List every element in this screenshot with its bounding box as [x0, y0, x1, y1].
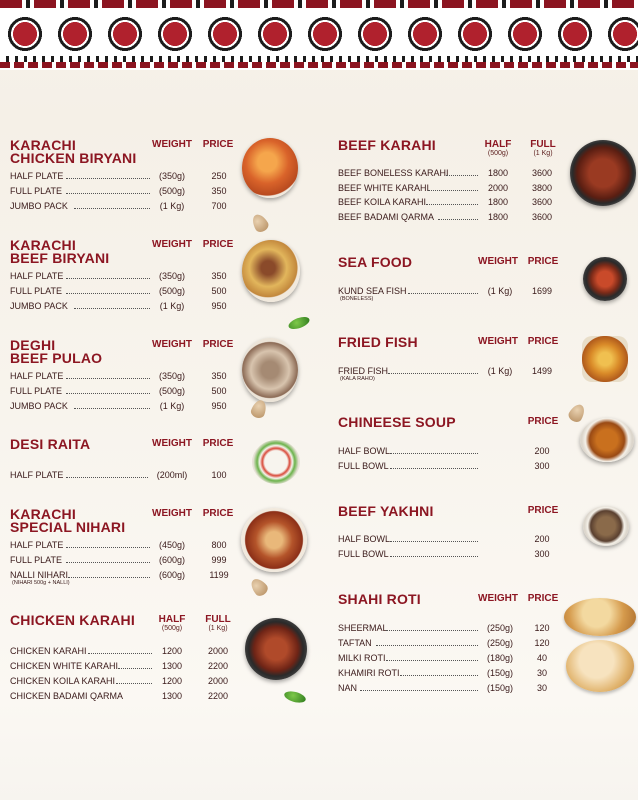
- menu-row: [10, 185, 250, 197]
- item-weight: (250g): [486, 623, 513, 633]
- menu-row: [10, 370, 250, 382]
- col-price-header: PRICE: [202, 508, 234, 519]
- item-label: HALF PLATE: [10, 470, 64, 480]
- soup-image: [580, 418, 634, 462]
- dot-leader: [66, 193, 150, 194]
- item-price: 700: [211, 201, 227, 211]
- item-price: 350: [211, 271, 227, 281]
- item-label: CHICKEN KARAHI: [10, 646, 87, 656]
- item-weight: (200ml): [156, 470, 188, 480]
- col-full-label: FULL: [530, 139, 556, 150]
- dot-leader: [408, 293, 478, 294]
- item-weight: (180g): [486, 653, 513, 663]
- item-weight: (250g): [486, 638, 513, 648]
- dot-leader: [118, 668, 152, 669]
- item-weight: (500g): [158, 386, 185, 396]
- raita-image: [252, 440, 300, 484]
- col-price-header: PRICE: [527, 416, 559, 427]
- item-label: HALF PLATE: [10, 271, 64, 281]
- item-label: BEEF KOILA KARAHI: [338, 197, 427, 207]
- col-weight-header: WEIGHT: [152, 508, 192, 519]
- dot-leader: [390, 541, 478, 542]
- green-chili-icon: [283, 689, 307, 704]
- item-label: HALF PLATE: [10, 171, 64, 181]
- item-label: NAN: [338, 683, 358, 693]
- item-label: HALF BOWL: [338, 534, 391, 544]
- item-price: 300: [534, 461, 550, 471]
- item-full-price: 2000: [207, 676, 229, 686]
- menu-row: [338, 652, 568, 664]
- menu-row: [338, 182, 568, 194]
- menu-row: [338, 196, 568, 208]
- item-label: KHAMIRI ROTI: [338, 668, 400, 678]
- item-label: BEEF BONELESS KARAHI: [338, 168, 449, 178]
- menu-row: [10, 170, 250, 182]
- item-price: 200: [534, 446, 550, 456]
- menu-row: [10, 645, 250, 657]
- dot-leader: [74, 208, 150, 209]
- item-label: HALF BOWL: [338, 446, 391, 456]
- item-note: (KALA RAHO): [340, 376, 375, 382]
- col-price-header: PRICE: [202, 339, 234, 350]
- dot-leader: [390, 556, 478, 557]
- item-label: HALF PLATE: [10, 540, 64, 550]
- item-weight: (600g): [158, 570, 185, 580]
- item-weight: (1 Kg): [159, 401, 185, 411]
- item-weight: (350g): [158, 371, 185, 381]
- item-price: 950: [211, 301, 227, 311]
- item-weight: (500g): [158, 286, 185, 296]
- section-title: SHAHI ROTI: [338, 591, 421, 607]
- col-full-label: FULL: [205, 614, 231, 625]
- item-weight: (150g): [486, 668, 513, 678]
- dot-leader: [66, 278, 150, 279]
- menu-row: [338, 622, 568, 634]
- item-label: NALLI NIHARI: [10, 570, 69, 580]
- col-half-sub: (500g): [161, 625, 183, 632]
- item-price: 120: [534, 638, 550, 648]
- item-half-price: 1800: [487, 212, 509, 222]
- dot-leader: [400, 675, 478, 676]
- section-title: BEEF BIRYANI: [10, 250, 110, 266]
- menu-row: [338, 667, 568, 679]
- dot-leader: [66, 178, 150, 179]
- dot-leader: [66, 477, 148, 478]
- item-price: 30: [536, 668, 547, 678]
- col-weight-header: WEIGHT: [152, 438, 192, 449]
- col-half-label: HALF: [158, 614, 186, 625]
- section-title: DEGHI: [10, 337, 56, 353]
- section-title: CHICKEN KARAHI: [10, 612, 135, 628]
- menu-row: [10, 690, 250, 702]
- dot-leader: [74, 308, 150, 309]
- dot-leader: [66, 547, 150, 548]
- section-title: CHINEESE SOUP: [338, 414, 456, 430]
- item-weight: (1 Kg): [487, 366, 513, 376]
- decorative-border-top: [0, 0, 638, 70]
- item-price: 800: [211, 540, 227, 550]
- item-label: FULL PLATE: [10, 286, 63, 296]
- section-title: FRIED FISH: [338, 334, 418, 350]
- item-label: JUMBO PACK: [10, 401, 68, 411]
- dot-leader: [446, 175, 478, 176]
- item-price: 30: [536, 683, 547, 693]
- dot-leader: [66, 293, 150, 294]
- col-half-header: [482, 139, 514, 158]
- item-full-price: 2000: [207, 646, 229, 656]
- item-weight: (1 Kg): [487, 286, 513, 296]
- menu-row: [338, 211, 568, 223]
- item-weight: (1 Kg): [159, 201, 185, 211]
- col-weight-header: WEIGHT: [478, 336, 518, 347]
- almond-garnish-icon: [566, 402, 587, 425]
- item-price: 1699: [531, 286, 553, 296]
- dot-leader: [428, 190, 478, 191]
- menu-row: [10, 385, 250, 397]
- item-label: FULL BOWL: [338, 461, 389, 471]
- item-full-price: 2200: [207, 691, 229, 701]
- menu-row: [10, 675, 250, 687]
- menu-row: [10, 554, 250, 566]
- item-price: 300: [534, 549, 550, 559]
- item-label: FRIED FISH: [338, 366, 389, 376]
- item-price: 250: [211, 171, 227, 181]
- menu-row: [338, 167, 568, 179]
- item-half-price: 1300: [161, 661, 183, 671]
- almond-garnish-icon: [249, 212, 270, 235]
- dot-leader: [390, 468, 478, 469]
- item-price: 40: [536, 653, 547, 663]
- col-half-label: HALF: [484, 139, 512, 150]
- section-title: SPECIAL NIHARI: [10, 519, 126, 535]
- menu-row: [10, 660, 250, 672]
- item-price: 500: [211, 386, 227, 396]
- item-price: 200: [534, 534, 550, 544]
- dot-leader: [386, 660, 478, 661]
- item-price: 100: [211, 470, 227, 480]
- item-weight: (600g): [158, 555, 185, 565]
- menu-row: [10, 285, 250, 297]
- menu-row: [10, 469, 250, 481]
- sea-food-image: [583, 257, 627, 301]
- chicken-karahi-image: [245, 618, 307, 680]
- section-title: KARACHI: [10, 506, 76, 522]
- col-weight-header: WEIGHT: [152, 239, 192, 250]
- item-price: 999: [211, 555, 227, 565]
- item-label: CHICKEN WHITE KARAHI: [10, 661, 119, 671]
- item-half-price: 2000: [487, 183, 509, 193]
- menu-row: [338, 460, 568, 472]
- item-label: TAFTAN: [338, 638, 372, 648]
- sheermal-bread-image: [564, 598, 636, 636]
- col-weight-header: WEIGHT: [478, 593, 518, 604]
- item-label: CHICKEN KOILA KARAHI: [10, 676, 116, 686]
- item-price: 950: [211, 401, 227, 411]
- dot-leader: [66, 562, 150, 563]
- item-label: SHEERMAL: [338, 623, 388, 633]
- dot-leader: [88, 653, 152, 654]
- menu-row: [338, 682, 568, 694]
- dot-leader: [116, 683, 152, 684]
- item-half-price: 1200: [161, 676, 183, 686]
- item-label: FULL PLATE: [10, 186, 63, 196]
- nihari-image: [241, 508, 307, 572]
- item-half-price: 1800: [487, 197, 509, 207]
- col-full-header: [528, 139, 558, 158]
- menu-row: [10, 270, 250, 282]
- menu-row: [10, 400, 250, 412]
- chicken-biryani-image: [242, 138, 298, 198]
- col-full-sub: (1 Kg): [533, 150, 553, 157]
- dot-leader: [438, 219, 478, 220]
- item-label: BEEF WHITE KARAHI: [338, 183, 430, 193]
- item-label: HALF PLATE: [10, 371, 64, 381]
- item-label: CHICKEN BADAMI QARMA: [10, 691, 124, 701]
- beef-karahi-image: [570, 140, 636, 206]
- col-price-header: PRICE: [527, 336, 559, 347]
- item-weight: (500g): [158, 186, 185, 196]
- fried-fish-image: [582, 336, 628, 382]
- col-weight-header: WEIGHT: [152, 339, 192, 350]
- item-price: 120: [534, 623, 550, 633]
- col-price-header: PRICE: [527, 505, 559, 516]
- col-half-sub: (500g): [487, 150, 509, 157]
- yakhni-image: [583, 506, 629, 546]
- col-full-header: [200, 614, 236, 633]
- item-label: FULL PLATE: [10, 386, 63, 396]
- dot-leader: [66, 378, 150, 379]
- col-weight-header: WEIGHT: [478, 256, 518, 267]
- section-title: BEEF PULAO: [10, 350, 103, 366]
- col-price-header: PRICE: [527, 256, 559, 267]
- item-half-price: 1800: [487, 168, 509, 178]
- col-price-header: PRICE: [527, 593, 559, 604]
- menu-row: [10, 539, 250, 551]
- col-weight-header: WEIGHT: [152, 139, 192, 150]
- item-full-price: 3800: [531, 183, 553, 193]
- item-full-price: 3600: [531, 168, 553, 178]
- item-weight: (350g): [158, 271, 185, 281]
- item-half-price: 1200: [161, 646, 183, 656]
- item-price: 500: [211, 286, 227, 296]
- dot-leader: [68, 577, 150, 578]
- item-weight: (150g): [486, 683, 513, 693]
- item-label: FULL PLATE: [10, 555, 63, 565]
- green-chili-icon: [287, 315, 311, 332]
- item-weight: (1 Kg): [159, 301, 185, 311]
- menu-row: [338, 548, 568, 560]
- section-title: KARACHI: [10, 137, 76, 153]
- menu-row: [338, 533, 568, 545]
- col-half-header: [154, 614, 190, 633]
- item-note: (NIHARI 500g + NALLI): [12, 580, 70, 586]
- menu-row: [10, 300, 250, 312]
- dot-leader: [360, 690, 478, 691]
- item-weight: (450g): [158, 540, 185, 550]
- item-half-price: 1300: [161, 691, 183, 701]
- section-title: DESI RAITA: [10, 436, 91, 452]
- item-label: JUMBO PACK: [10, 301, 68, 311]
- dot-leader: [376, 645, 478, 646]
- section-title: BEEF YAKHNI: [338, 503, 434, 519]
- dot-leader: [390, 453, 478, 454]
- col-full-sub: (1 Kg): [208, 625, 228, 632]
- item-full-price: 3600: [531, 197, 553, 207]
- section-title: CHICKEN BIRYANI: [10, 150, 137, 166]
- item-price: 1499: [531, 366, 553, 376]
- dot-leader: [386, 630, 478, 631]
- item-price: 350: [211, 186, 227, 196]
- item-label: MILKI ROTI: [338, 653, 386, 663]
- menu-row: [10, 200, 250, 212]
- item-label: FULL BOWL: [338, 549, 389, 559]
- beef-pulao-image: [242, 338, 298, 402]
- nan-bread-image: [566, 640, 634, 692]
- item-label: JUMBO PACK: [10, 201, 68, 211]
- section-title: KARACHI: [10, 237, 76, 253]
- dot-leader: [74, 408, 150, 409]
- item-price: 350: [211, 371, 227, 381]
- item-price: 1199: [209, 570, 229, 580]
- section-title: BEEF KARAHI: [338, 137, 436, 153]
- dot-leader: [388, 373, 478, 374]
- item-label: BEEF BADAMI QARMA: [338, 212, 435, 222]
- col-price-header: PRICE: [202, 438, 234, 449]
- dot-leader: [66, 393, 150, 394]
- col-price-header: PRICE: [202, 139, 234, 150]
- menu-row: [338, 637, 568, 649]
- item-label: KUND SEA FISH: [338, 286, 407, 296]
- col-price-header: PRICE: [202, 239, 234, 250]
- item-note: (BONELESS): [340, 296, 374, 302]
- almond-garnish-icon: [248, 576, 270, 599]
- section-title: SEA FOOD: [338, 254, 413, 270]
- menu-row: [338, 445, 568, 457]
- beef-biryani-image: [242, 240, 300, 302]
- item-full-price: 3600: [531, 212, 553, 222]
- item-weight: (350g): [158, 171, 185, 181]
- dot-leader: [426, 204, 478, 205]
- item-full-price: 2200: [207, 661, 229, 671]
